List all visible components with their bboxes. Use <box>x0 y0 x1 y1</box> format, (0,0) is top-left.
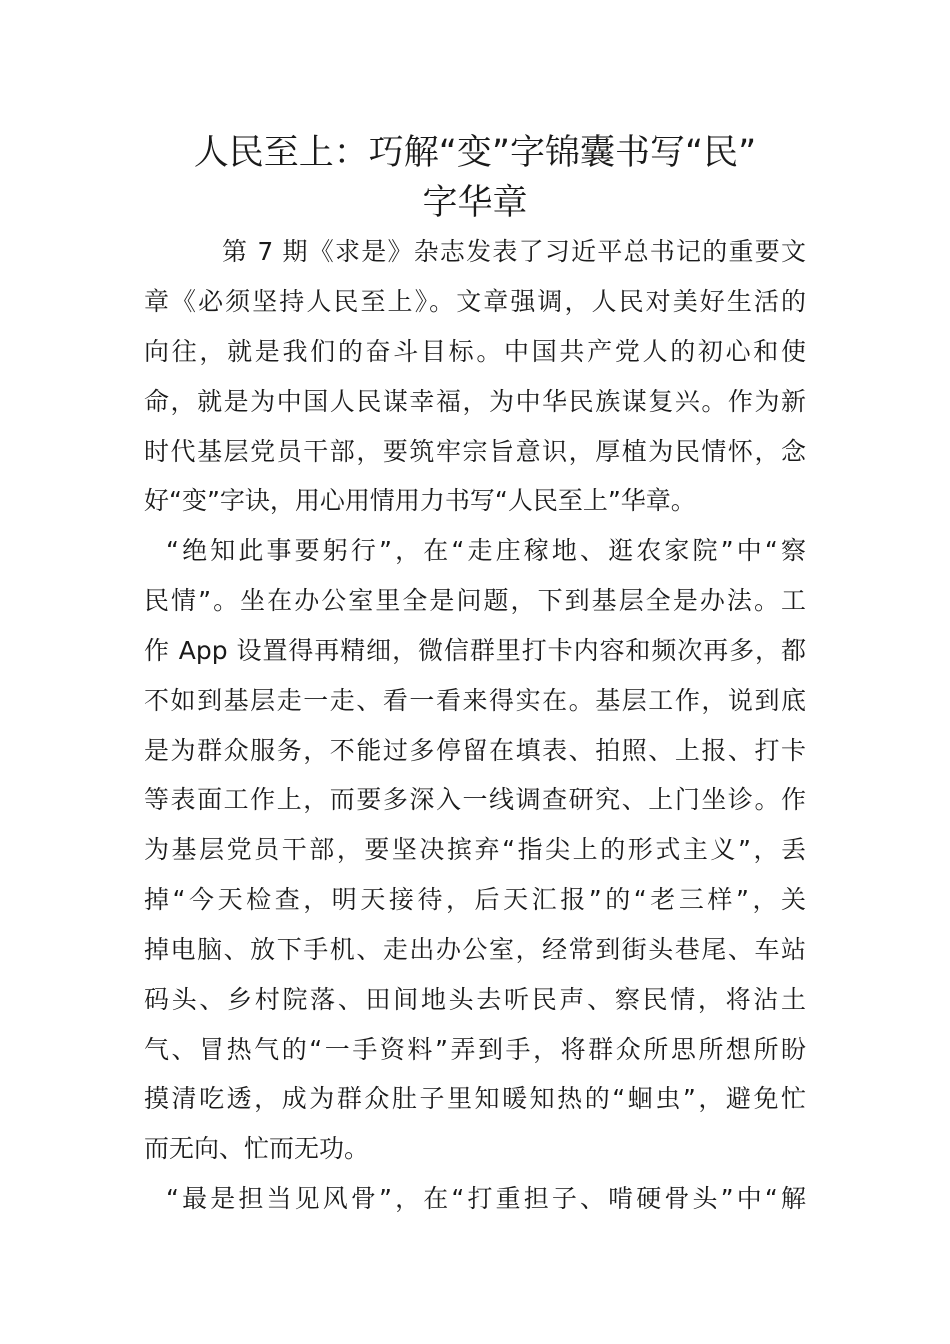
paragraph-line: 掉电脑、放下手机、走出办公室，经常到街头巷尾、车站 <box>144 935 806 964</box>
paragraph-line: 民情”。坐在办公室里全是问题，下到基层全是办法。工 <box>144 586 806 615</box>
paragraph-line: 等表面工作上，而要多深入一线调查研究、上门坐诊。作 <box>144 785 806 814</box>
paragraph-line: 作 App 设置得再精细，微信群里打卡内容和频次再多，都 <box>144 636 806 665</box>
paragraph-line: 不如到基层走一走、看一看来得实在。基层工作，说到底 <box>144 686 806 715</box>
paragraph-line: 是为群众服务，不能过多停留在填表、拍照、上报、打卡 <box>144 736 806 765</box>
paragraph-line: 码头、乡村院落、田间地头去听民声、察民情，将沾土 <box>144 985 806 1014</box>
paragraph-line: 为基层党员干部，要坚决摈弃“指尖上的形式主义”，丢 <box>144 835 806 864</box>
paragraph-line: “绝知此事要躬行”，在“走庄稼地、逛农家院”中“察 <box>166 536 806 565</box>
paragraph-line: 而无向、忙而无功。 <box>144 1134 370 1163</box>
document-title-line-2: 字华章 <box>422 183 528 223</box>
paragraph-line: “最是担当见风骨”，在“打重担子、啃硬骨头”中“解 <box>166 1184 806 1213</box>
paragraph-line: 掉“今天检查，明天接待，后天汇报”的“老三样”，关 <box>144 885 806 914</box>
paragraph-line: 时代基层党员干部，要筑牢宗旨意识，厚植为民情怀，念 <box>144 437 806 466</box>
paragraph-line: 命，就是为中国人民谋幸福，为中华民族谋复兴。作为新 <box>144 387 806 416</box>
paragraph-line: 章《必须坚持人民至上》。文章强调，人民对美好生活的 <box>144 287 806 316</box>
paragraph-line: 向往，就是我们的奋斗目标。中国共产党人的初心和使 <box>144 337 806 366</box>
document-title-line-1: 人民至上：巧解“变”字锦囊书写“民” <box>193 133 757 173</box>
paragraph-line: 第 7 期《求是》杂志发表了习近平总书记的重要文 <box>222 237 806 266</box>
paragraph-line: 气、冒热气的“一手资料”弄到手，将群众所思所想所盼 <box>144 1035 806 1064</box>
paragraph-line: 好“变”字诀，用心用情用力书写“人民至上”华章。 <box>144 486 696 515</box>
paragraph-line: 摸清吃透，成为群众肚子里知暖知热的“蛔虫”，避免忙 <box>144 1084 806 1113</box>
